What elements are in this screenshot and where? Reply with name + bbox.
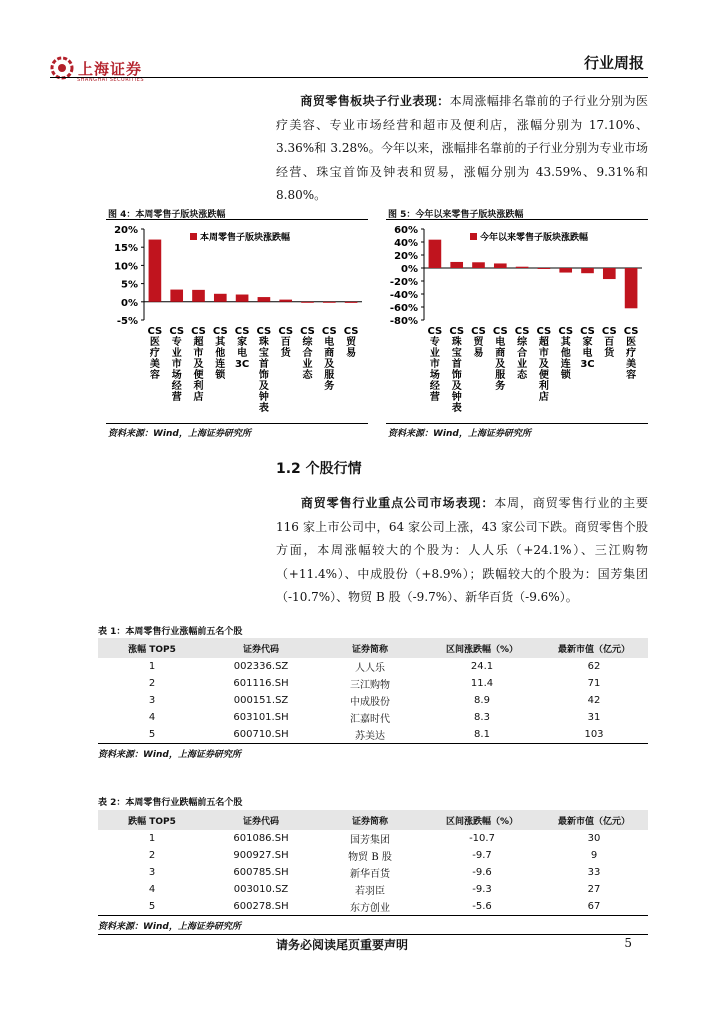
paragraph-body: 本周涨幅排名靠前的子行业分别为医疗美容、专业市场经营和超市及便利店，涨幅分别为 17.10%、3.36%和 3.28%。今年以来，涨幅排名靠前的子行业分别为专业市场经营、珠宝首饰及钟表和贸易，涨幅分别为 43.59%、9.31%和 8.80%。 <box>276 94 648 202</box>
column-header: 最新市值（亿元） <box>540 638 648 658</box>
table-cell: 5 <box>98 726 206 744</box>
figure-5-source: 资料来源：Wind，上海证券研究所 <box>388 429 531 439</box>
table-cell: 苏美达 <box>316 726 424 744</box>
table-cell: 新华百货 <box>350 869 390 880</box>
bar <box>149 240 162 302</box>
table-header-row <box>98 638 648 658</box>
table-row <box>98 898 648 916</box>
table-cell: 1 <box>148 661 156 672</box>
table-cell: 600278.SH <box>206 898 316 916</box>
table-cell: 103 <box>540 726 648 744</box>
x-tick-label: CS 其他连锁 <box>212 326 228 381</box>
bar <box>603 268 616 279</box>
column-header: 证券简称 <box>316 638 424 658</box>
table-cell: 601086.SH <box>233 833 289 844</box>
footer-disclaimer: 请务必阅读尾页重要声明 <box>276 938 409 952</box>
x-tick-label: CS 其他连锁 <box>558 326 574 381</box>
y-tick-label: 5% <box>121 279 138 291</box>
x-tick-label: CS 珠宝首饰及钟表 <box>256 326 272 414</box>
table-cell: 东方创业 <box>316 898 424 916</box>
logo-text: 上海证券 <box>78 60 143 78</box>
table-cell: 2 <box>148 850 156 861</box>
bar <box>559 268 572 273</box>
y-tick-label: 0% <box>401 264 418 275</box>
table-cell: 中成股份 <box>350 697 390 708</box>
x-tick-label: CS 家电 3C <box>580 326 595 370</box>
figure-5-bottom-rule <box>386 423 648 424</box>
table-cell: 3 <box>148 695 156 706</box>
table-cell: 8.3 <box>474 712 490 723</box>
chart-legend <box>190 231 290 243</box>
x-tick-label: CS 珠宝首饰及钟表 <box>449 326 465 414</box>
report-type: 行业周报 <box>583 54 644 72</box>
section-title: 1.2 个股行情 <box>276 461 362 477</box>
table-cell: 4 <box>148 712 156 723</box>
legend-swatch <box>190 233 197 240</box>
x-tick-label: CS 专业市场经营 <box>169 326 185 403</box>
footer-rule <box>98 934 648 935</box>
column-header: 区间涨跌幅（%） <box>424 638 540 658</box>
table-cell: 33 <box>587 867 601 878</box>
table-cell: 物贸 B 股 <box>348 852 392 863</box>
bar <box>279 300 292 302</box>
table-row <box>98 658 648 675</box>
table-cell: -9.3 <box>472 884 492 895</box>
table-cell: 30 <box>587 833 601 844</box>
table-1-source: 资料来源：Wind，上海证券研究所 <box>98 750 241 760</box>
x-tick-label: CS 综合业态 <box>300 326 315 381</box>
table-2-source: 资料来源：Wind，上海证券研究所 <box>98 922 241 932</box>
company-logo <box>50 56 150 84</box>
bar <box>214 294 227 302</box>
figure-4-bottom-rule <box>106 423 368 424</box>
x-tick-label: CS 贸易 <box>471 326 486 359</box>
bar <box>323 302 336 303</box>
table-cell: 8.9 <box>474 695 490 706</box>
column-header: 证券简称 <box>316 810 424 830</box>
legend-label: 本周零售子版块涨跌幅 <box>200 233 291 243</box>
bar <box>429 240 442 268</box>
x-tick-label: CS 电商及服务 <box>321 326 337 392</box>
table-row <box>98 881 648 898</box>
y-tick-label: -60% <box>389 303 418 314</box>
x-tick-label: CS 综合业态 <box>514 326 530 381</box>
table-cell: 8.1 <box>424 726 540 744</box>
table-1 <box>98 638 648 744</box>
column-header: 涨幅 TOP5 <box>98 638 206 658</box>
paragraph-lead: 商贸零售行业重点公司市场表现： <box>300 496 495 510</box>
table-2 <box>98 810 648 916</box>
table-cell: 31 <box>587 712 601 723</box>
paragraph-subsector-performance <box>276 90 648 208</box>
x-tick-label: CS 电商及服务 <box>492 326 508 392</box>
column-header: 区间涨跌幅（%） <box>424 810 540 830</box>
paragraph-stock-performance <box>276 492 648 610</box>
paragraph-lead: 商贸零售板块子行业表现： <box>300 94 450 108</box>
legend-swatch <box>470 233 477 240</box>
table-row <box>98 847 648 864</box>
bar <box>258 297 271 302</box>
table-row <box>98 709 648 726</box>
table-2-title: 表 2：本周零售行业跌幅前五名个股 <box>98 798 243 808</box>
bar <box>192 290 205 302</box>
table-cell: 600710.SH <box>206 726 316 744</box>
y-tick-label: 20% <box>114 225 138 236</box>
table-cell: 2 <box>148 678 156 689</box>
column-header: 证券代码 <box>206 810 316 830</box>
y-tick-label: 20% <box>394 251 418 262</box>
bar <box>236 295 249 302</box>
page-number: 5 <box>624 936 632 950</box>
y-tick-label: -80% <box>389 316 418 327</box>
bar <box>301 302 314 303</box>
y-tick-label: -20% <box>389 277 418 288</box>
y-tick-label: 0% <box>121 297 138 309</box>
table-cell: -9.7 <box>472 850 492 861</box>
table-cell: 002336.SZ <box>233 661 289 672</box>
x-tick-label: CS 超市及便利店 <box>191 326 206 403</box>
y-tick-label: -5% <box>116 316 138 327</box>
figure-5-chart <box>380 220 648 422</box>
table-cell: 900927.SH <box>233 850 289 861</box>
y-tick-label: 10% <box>114 261 138 273</box>
table-cell: 11.4 <box>470 678 494 689</box>
table-cell: -9.6 <box>472 867 492 878</box>
table-cell: 600785.SH <box>233 867 289 878</box>
table-cell: 62 <box>587 661 601 672</box>
table-cell: 24.1 <box>470 661 494 672</box>
table-cell: 1 <box>148 833 156 844</box>
x-tick-label: CS 贸易 <box>343 326 359 359</box>
bar <box>538 268 551 269</box>
table-row <box>98 726 648 744</box>
y-tick-label: 15% <box>114 243 138 255</box>
figure-4-title: 图 4：本周零售子版块涨跌幅 <box>108 210 226 220</box>
table-cell: 汇嘉时代 <box>350 714 390 725</box>
logo-subtext: SHANGHAI SECURITIES <box>77 77 145 83</box>
table-cell: 42 <box>587 695 601 706</box>
bar <box>494 263 507 268</box>
y-tick-label: 40% <box>394 238 418 249</box>
table-cell: 5 <box>98 898 206 916</box>
header-rule <box>50 77 648 78</box>
table-cell: 人人乐 <box>355 663 385 674</box>
x-tick-label: CS 超市及便利店 <box>536 326 552 403</box>
table-cell: 3 <box>148 867 156 878</box>
table-1-title: 表 1：本周零售行业涨幅前五名个股 <box>98 627 243 637</box>
table-cell: 67 <box>540 898 648 916</box>
table-row <box>98 830 648 847</box>
table-header-row <box>98 810 648 830</box>
x-tick-label: CS 专业市场经营 <box>427 326 443 403</box>
table-cell: -10.7 <box>469 833 495 844</box>
bar <box>345 302 358 303</box>
x-tick-label: CS 百货 <box>601 326 617 359</box>
x-tick-label: CS 百货 <box>278 326 294 359</box>
table-cell: 三江购物 <box>350 680 390 691</box>
bar <box>581 268 594 273</box>
legend-label: 今年以来零售子版块涨跌幅 <box>480 233 589 243</box>
table-cell: 603101.SH <box>233 712 289 723</box>
table-cell: 27 <box>587 884 601 895</box>
bar <box>170 290 183 302</box>
paragraph-body: 本周，商贸零售行业的主要 116 家上市公司中，64 家公司上涨，43 家公司下跌。商贸零售个股方面，本周涨幅较大的个股为：人人乐（+24.1%）、三江购物（+11.4%）、中成股份（+8.9%）；跌幅较大的个股为：国芳集团（-10.7%）、物贸 B 股（-9.7%）、新华百货（-9.6%）。 <box>276 496 648 604</box>
table-cell: 003010.SZ <box>233 884 289 895</box>
chart-legend <box>470 231 588 243</box>
table-cell: 601116.SH <box>233 678 289 689</box>
column-header: 跌幅 TOP5 <box>98 810 206 830</box>
table-row <box>98 675 648 692</box>
column-header: 证券代码 <box>206 638 316 658</box>
y-tick-label: -40% <box>389 290 418 301</box>
table-cell: 71 <box>587 678 601 689</box>
figure-4-source: 资料来源：Wind，上海证券研究所 <box>108 429 251 439</box>
figure-5-title: 图 5：今年以来零售子版块涨跌幅 <box>388 210 524 220</box>
x-tick-label: CS 家电 3C <box>234 326 250 370</box>
bar <box>516 267 529 268</box>
x-tick-label: CS 医疗美容 <box>623 326 639 381</box>
figure-4-chart <box>100 220 368 422</box>
table-cell: -5.6 <box>424 898 540 916</box>
table-cell: 国芳集团 <box>350 835 390 846</box>
table-row <box>98 692 648 709</box>
bar <box>472 262 485 268</box>
table-row <box>98 864 648 881</box>
table-cell: 9 <box>590 850 598 861</box>
table-cell: 若羽臣 <box>355 886 385 897</box>
bar <box>625 268 638 308</box>
column-header: 最新市值（亿元） <box>540 810 648 830</box>
bar <box>450 262 463 268</box>
table-cell: 4 <box>148 884 156 895</box>
table-cell: 000151.SZ <box>233 695 289 706</box>
y-tick-label: 60% <box>394 225 418 236</box>
x-tick-label: CS 医疗美容 <box>147 326 163 381</box>
